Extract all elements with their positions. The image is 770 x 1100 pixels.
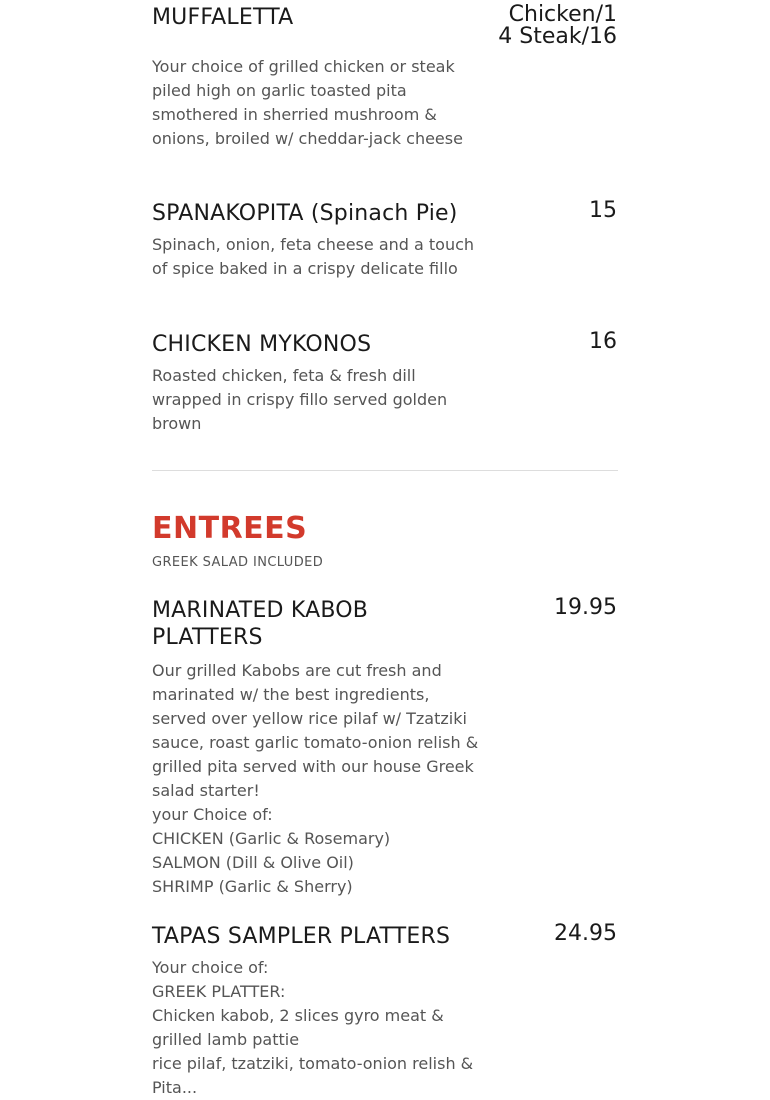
menu-item-kabob-platters (152, 597, 618, 899)
menu-item-price: 24.95 (554, 921, 617, 946)
menu-item-description: Our grilled Kabobs are cut fresh and marinated w/ the best ingredients, served over yellow rice pilaf w/ Tzatziki sauce, roast garlic tomato-onion relish & grilled pita served with our house Greek salad starter! your Choice of: CHICKEN (Garlic & Rosemary) SALMON (Dill & Olive Oil) SHRIMP (Garlic & Sherry) (152, 661, 479, 896)
menu-item-price: 19.95 (554, 595, 617, 620)
menu-item-description: Your choice of grilled chicken or steak piled high on garlic toasted pita smothered in sherried mushroom & onions, broiled w/ cheddar-jack cheese (152, 57, 463, 148)
menu-item-spanakopita (152, 200, 618, 281)
menu-item-tapas-sampler (152, 923, 618, 1100)
section-title: ENTREES (152, 511, 308, 546)
menu-item-description: Spinach, onion, feta cheese and a touch of spice baked in a crispy delicate fillo (152, 235, 475, 278)
menu-item-name: TAPAS SAMPLER PLATTERS (152, 924, 451, 949)
menu-item-price: 16 (589, 329, 617, 354)
menu-item-chicken-mykonos (152, 331, 618, 436)
menu-item-name: CHICKEN MYKONOS (152, 332, 372, 357)
menu-item-muffaletta (152, 4, 618, 151)
menu-item-name: MARINATED KABOB PLATTERS (152, 598, 369, 650)
menu-item-description: Your choice of: GREEK PLATTER: Chicken kabob, 2 slices gyro meat & grilled lamb pattie rice pilaf, tzatziki, tomato-onion relish & Pita... (152, 958, 474, 1097)
menu-item-name: MUFFALETTA (152, 5, 294, 30)
menu-item-name: SPANAKOPITA (Spinach Pie) (152, 201, 458, 226)
menu-item-price: Chicken/1 4 Steak/16 (498, 2, 617, 49)
section-subtitle: GREEK SALAD INCLUDED (152, 555, 324, 570)
section-divider (152, 470, 618, 471)
menu-item-price: 15 (589, 198, 617, 223)
menu-item-description: Roasted chicken, feta & fresh dill wrapped in crispy fillo served golden brown (152, 366, 448, 433)
